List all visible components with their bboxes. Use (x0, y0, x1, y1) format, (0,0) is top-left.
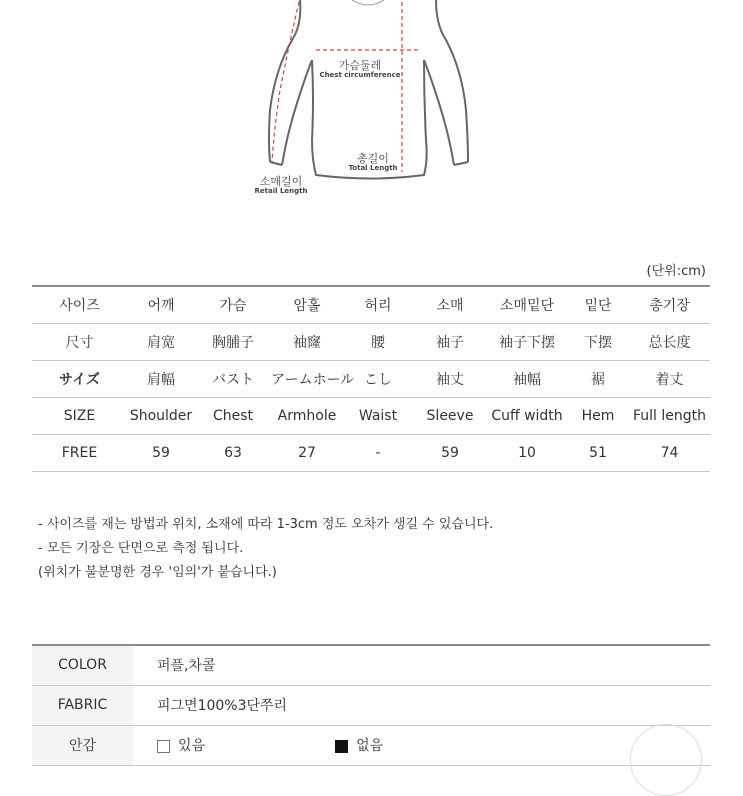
note-line: - 사이즈를 재는 방법과 위치, 소재에 따라 1-3cm 정도 오차가 생길 수 있습니다. (38, 517, 494, 532)
lining-label: 안감 (32, 725, 133, 765)
size-table-cell: 소매밑단 (487, 286, 567, 323)
size-table-cell: 着丈 (629, 360, 710, 397)
size-table-cell: 袖子下摆 (487, 323, 567, 360)
decorative-circle (630, 724, 702, 796)
lining-value (133, 725, 710, 765)
size-table-cell: 27 (271, 434, 343, 471)
note-line: - 모든 기장은 단면으로 측정 됩니다. (38, 541, 244, 556)
size-table-cell: 어깨 (127, 286, 195, 323)
size-table-cell: 袖丈 (413, 360, 487, 397)
size-table-cell: Armhole (271, 397, 343, 434)
size-table-cell: Shoulder (127, 397, 195, 434)
size-table-cell: 10 (487, 434, 567, 471)
fabric-row (32, 685, 710, 725)
size-row-header: FREE (32, 434, 127, 471)
fabric-value: 피그면100%3단쭈리 (133, 685, 710, 725)
size-table-cell: 袖子 (413, 323, 487, 360)
size-table-cell: 袖窿 (271, 323, 343, 360)
size-table-cell: 총기장 (629, 286, 710, 323)
size-table-cell: - (343, 434, 413, 471)
size-table-cell: 59 (127, 434, 195, 471)
lining-option-yes: 있음 (178, 738, 206, 754)
size-row-header: SIZE (32, 397, 127, 434)
size-table-cell: アームホール (271, 360, 343, 397)
size-table (32, 285, 710, 472)
size-table-row (32, 397, 710, 434)
product-info-table (32, 644, 710, 766)
size-table-cell: 가슴 (195, 286, 271, 323)
color-label: COLOR (32, 645, 133, 685)
checkbox-empty-icon (157, 740, 170, 753)
checkbox-filled-icon (335, 740, 348, 753)
note-line: (위치가 불분명한 경우 '임의'가 붙습니다.) (38, 565, 277, 580)
size-table-cell: 밑단 (567, 286, 629, 323)
fabric-label: FABRIC (32, 685, 133, 725)
size-table-row (32, 360, 710, 397)
size-row-header: サイズ (32, 360, 127, 397)
size-table-cell: 总长度 (629, 323, 710, 360)
size-table-cell: 裾 (567, 360, 629, 397)
size-table-cell: 63 (195, 434, 271, 471)
size-table-cell: 허리 (343, 286, 413, 323)
size-table-cell: 下摆 (567, 323, 629, 360)
size-table-cell: 암홀 (271, 286, 343, 323)
size-table-cell: Sleeve (413, 397, 487, 434)
unit-note: (단위:cm) (646, 264, 706, 279)
size-table-cell: Cuff width (487, 397, 567, 434)
total-length-en: Total Length (348, 164, 398, 173)
size-table-cell: 胸脯子 (195, 323, 271, 360)
lining-option-no: 없음 (356, 738, 384, 754)
color-value: 퍼플,차콜 (133, 645, 710, 685)
size-table-cell: Hem (567, 397, 629, 434)
chest-label-en: Chest circumference (319, 71, 401, 80)
lining-row (32, 725, 710, 765)
size-table-cell: こし (343, 360, 413, 397)
size-notes (38, 513, 493, 585)
size-table-cell: Full length (629, 397, 710, 434)
chest-label (318, 60, 402, 80)
size-table-cell: 腰 (343, 323, 413, 360)
total-length-ko: 총길이 (357, 152, 389, 165)
sleeve-length-label (248, 176, 314, 196)
size-table-cell: Chest (195, 397, 271, 434)
measurement-diagram (0, 0, 743, 200)
total-length-label (342, 153, 404, 173)
size-row-header: 尺寸 (32, 323, 127, 360)
size-table-row (32, 434, 710, 471)
size-table-cell: Waist (343, 397, 413, 434)
sleeve-length-en: Retail Length (254, 187, 308, 196)
size-table-cell: 74 (629, 434, 710, 471)
size-table-cell: バスト (195, 360, 271, 397)
size-table-cell: 51 (567, 434, 629, 471)
size-table-cell: 肩宽 (127, 323, 195, 360)
size-table-cell: 肩幅 (127, 360, 195, 397)
size-table-cell: 59 (413, 434, 487, 471)
size-row-header: 사이즈 (32, 286, 127, 323)
size-table-row (32, 286, 710, 323)
chest-label-ko: 가슴둘레 (338, 59, 382, 72)
size-table-cell: 소매 (413, 286, 487, 323)
size-table-cell: 袖幅 (487, 360, 567, 397)
color-row (32, 645, 710, 685)
size-table-row (32, 323, 710, 360)
sleeve-length-ko: 소매길이 (259, 175, 303, 188)
